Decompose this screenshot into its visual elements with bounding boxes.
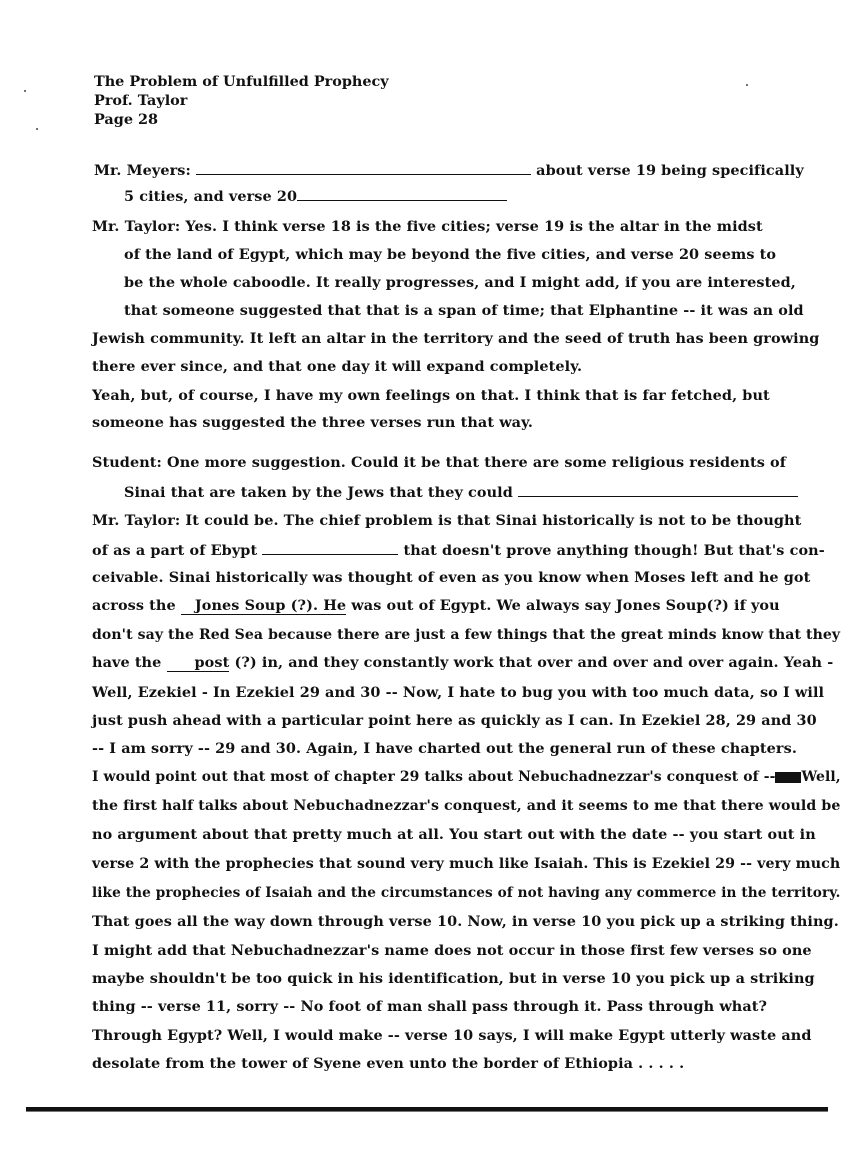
text-line: no argument about that pretty much at all. You start out with the date -- you start out in xyxy=(92,826,816,843)
text-line: of as a part of Ebypt that doesn't prove anything though! But that's con- xyxy=(92,542,825,559)
author-line: Prof. Taylor xyxy=(94,92,188,109)
scan-speck xyxy=(36,128,38,130)
text-line: -- I am sorry -- 29 and 30. Again, I have charted out the general run of these chapters. xyxy=(92,740,797,757)
text-line: just push ahead with a particular point here as quickly as I can. In Ezekiel 28, 29 and 30 xyxy=(92,712,817,729)
text-line: desolate from the tower of Syene even unto the border of Ethiopia . . . . . xyxy=(92,1055,685,1072)
text-line: thing -- verse 11, sorry -- No foot of man shall pass through it. Pass through what? xyxy=(92,998,768,1015)
text-line: Mr. Taylor: It could be. The chief problem is that Sinai historically is not to be thought xyxy=(92,512,802,529)
text-line: maybe shouldn't be too quick in his identification, but in verse 10 you pick up a striking xyxy=(92,970,815,987)
text-line: I would point out that most of chapter 29 talks about Nebuchadnezzar's conquest of -- Well, xyxy=(92,769,841,785)
document-title: The Problem of Unfulfilled Prophecy xyxy=(94,73,389,90)
text-line: I might add that Nebuchadnezzar's name does not occur in those first few verses so one xyxy=(92,942,812,959)
text-line: Mr. Taylor: Yes. I think verse 18 is the five cities; verse 19 is the altar in the midst xyxy=(92,218,763,235)
blank-underline xyxy=(518,482,798,497)
text-line: there ever since, and that one day it will expand completely. xyxy=(92,358,583,375)
text-line: don't say the Red Sea because there are just a few things that the great minds know that they xyxy=(92,627,841,643)
text-line: Student: One more suggestion. Could it be that there are some religious residents of xyxy=(92,454,787,471)
text-line: across the Jones Soup (?). He was out of Egypt. We always say Jones Soup(?) if you xyxy=(92,597,780,614)
text-line: 5 cities, and verse 20 xyxy=(124,186,507,206)
footer-rule-shadow xyxy=(26,1111,828,1112)
underlined-text: post xyxy=(167,654,230,672)
text-line: the first half talks about Nebuchadnezzar's conquest, and it seems to me that there would be xyxy=(92,798,841,814)
redaction-mark xyxy=(775,772,801,783)
underlined-text: Jones Soup (?). He xyxy=(181,597,346,615)
text-line: Through Egypt? Well, I would make -- verse 10 says, I will make Egypt utterly waste and xyxy=(92,1027,812,1044)
scan-speck xyxy=(24,90,26,92)
text-line: ceivable. Sinai historically was thought of even as you know when Moses left and he got xyxy=(92,569,811,586)
text-line: someone has suggested the three verses run that way. xyxy=(92,414,534,431)
text-line: that someone suggested that that is a span of time; that Elphantine -- it was an old xyxy=(124,302,804,319)
scan-speck xyxy=(746,84,748,86)
speaker-label: Mr. Meyers: xyxy=(94,162,191,179)
text-line: of the land of Egypt, which may be beyond the five cities, and verse 20 seems to xyxy=(124,246,777,263)
text-line: verse 2 with the prophecies that sound very much like Isaiah. This is Ezekiel 29 -- very much xyxy=(92,856,841,872)
text-line: Sinai that are taken by the Jews that they could xyxy=(124,482,798,502)
text-line: be the whole caboodle. It really progresses, and I might add, if you are interested, xyxy=(124,274,796,291)
text-line: have the post (?) in, and they constantly work that over and over and over again. Yeah - xyxy=(92,654,834,671)
text-line: Mr. Meyers: about verse 19 being specifically xyxy=(94,162,804,179)
text-line: Well, Ezekiel - In Ezekiel 29 and 30 -- Now, I hate to bug you with too much data, so I will xyxy=(92,684,825,701)
text-line: Yeah, but, of course, I have my own feelings on that. I think that is far fetched, but xyxy=(92,387,770,404)
text-line: That goes all the way down through verse 10. Now, in verse 10 you pick up a striking thing. xyxy=(92,913,839,930)
text-line: Jewish community. It left an altar in the territory and the seed of truth has been growing xyxy=(92,330,820,347)
page-header xyxy=(94,72,389,129)
blank-underline xyxy=(262,540,398,555)
blank-underline xyxy=(196,160,531,175)
text-line: like the prophecies of Isaiah and the circumstances of not having any commerce in the territory. xyxy=(92,885,841,901)
blank-underline xyxy=(297,186,507,201)
page-number: Page 28 xyxy=(94,111,159,128)
